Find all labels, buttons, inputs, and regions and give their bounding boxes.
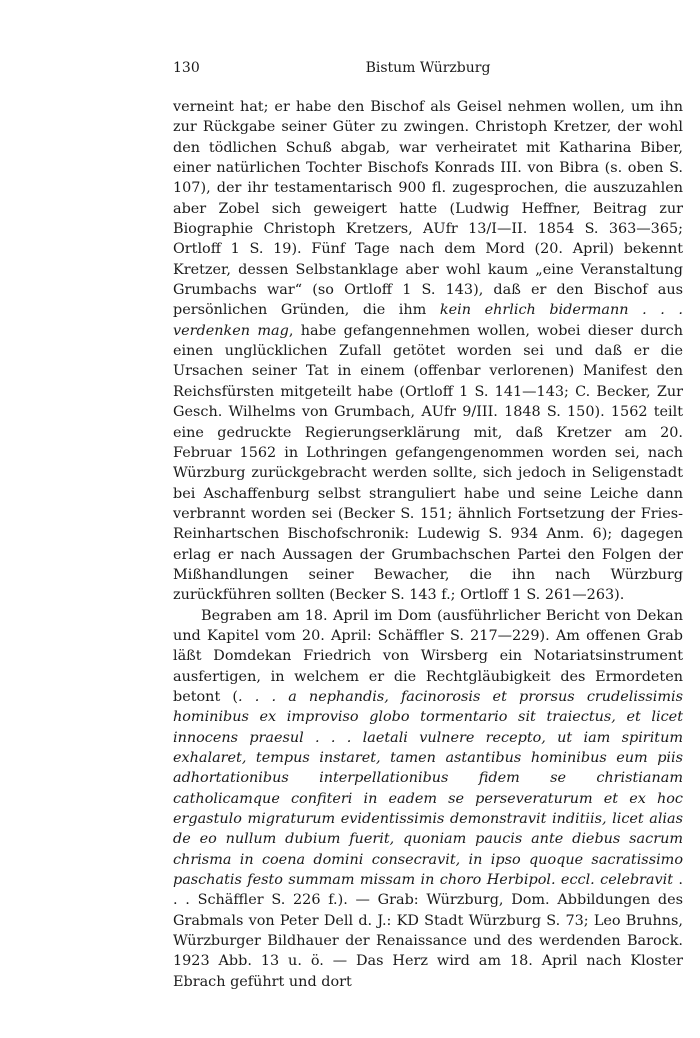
text-run: verneint hat; er habe den Bischof als Geisel nehmen wollen, um ihn zur Rückgabe seiner Güter zu zwingen. Christoph Kretzer, der wohl den tödlichen Schuß abgab, war verheiratet mit Katharina Biber, einer natürlichen Tochter Bischofs Konrads III. von Bibra (s. oben S. 107), der ihr testamentarisch 900 fl. zugesprochen, die auszuzahlen aber Zobel sich geweigert hatte (Ludwig Heffner, Beitrag zur Biographie Christoph Kretzers, AUfr 13/I—II. 1854 S. 363—365; Ortloff 1 S. 19). Fünf Tage nach dem Mord (20. April) bekennt Kretzer, dessen Selbstanklage aber wohl kaum „eine Veranstaltung Grumbachs war“ (so Ortloff 1 S. 143), daß er den Bischof aus persönlichen Gründen, die ihm: [173, 99, 683, 319]
latin-quote: . . . a nephandis, facinorosis et prorsus crudelissimis hominibus ex improviso globo tormentario sit traiectus, et licet innocens praesul . . . laetali vulnere recepto, ut iam spiritum exhalaret, tempus instaret, tamen astantibus hominibus eum piis adhortationibus interpellationibus fidem se christianam catholicamque confiteri in eadem se perseveraturum et ex hoc ergastulo migraturum evidentissimis demonstravit inditiis, licet alias de eo nullum dubium fuerit, quoniam paucis ante diebus sacrum chrisma in coena domini consecravit, in ipso quoque sacratissimo paschatis festo summam missam in choro Herbipol. eccl. celebravit: [173, 688, 683, 889]
page-header: [173, 60, 683, 80]
body-text: [173, 97, 683, 992]
text-run: , habe gefangennehmen wollen, wobei dieser durch einen unglücklichen Zufall getötet worden sei und daß er die Ursachen seiner Tat in einem (offenbar verlorenen) Manifest den Reichsfürsten mitgeteilt habe (Ortloff 1 S. 141—143; C. Becker, Zur Gesch. Wilhelms von Grumbach, AUfr 9/III. 1848 S. 150). 1562 teilt eine gedruckte Regierungserklärung mit, daß Kretzer am 20. Februar 1562 in Lothringen gefangengenommen worden sei, nach Würzburg zurückgebracht werden sollte, sich jedoch in Seligenstadt bei Aschaffenburg selbst stranguliert habe und seine Leiche dann verbrannt worden sei (Becker S. 151; ähnlich Fortsetzung der Fries-Reinhartschen Bischofschronik: Ludewig S. 934 Anm. 6); dagegen erlag er nach Aussagen der Grumbachschen Partei den Folgen der Mißhandlungen seiner Bewacher, die ihn nach Würzburg zurückführen sollten (Becker S. 143 f.; Ortloff 1 S. 261—263).: [173, 322, 684, 604]
page-number: 130: [173, 60, 200, 76]
paragraph-continued: [173, 97, 683, 606]
running-title: Bistum Würzburg: [365, 60, 491, 76]
italic-quote: kein ehrlich bidermann . . . verdenken mag: [173, 302, 683, 339]
paragraph-burial: [173, 606, 683, 993]
text-run: . . . Schäffler S. 226 f.). — Grab: Würzburg, Dom. Abbildungen des Grabmals von Peter Dell d. J.: KD Stadt Würzburg S. 73; Leo Bruhns, Würzburger Bildhauer der Renaissance und des werdenden Barock. 1923 Abb. 13 u. ö. — Das Herz wird am 18. April nach Kloster Ebrach geführt und dort: [173, 872, 684, 990]
text-run: Begraben am 18. April im Dom (ausführlicher Bericht von Dekan und Kapitel vom 20. April: Schäffler S. 217—229). Am offenen Grab läßt Domdekan Friedrich von Wirsberg ein Notariatsinstrument ausfertigen, in welchem er die Rechtgläubigkeit des Ermordeten betont (: [173, 607, 683, 705]
